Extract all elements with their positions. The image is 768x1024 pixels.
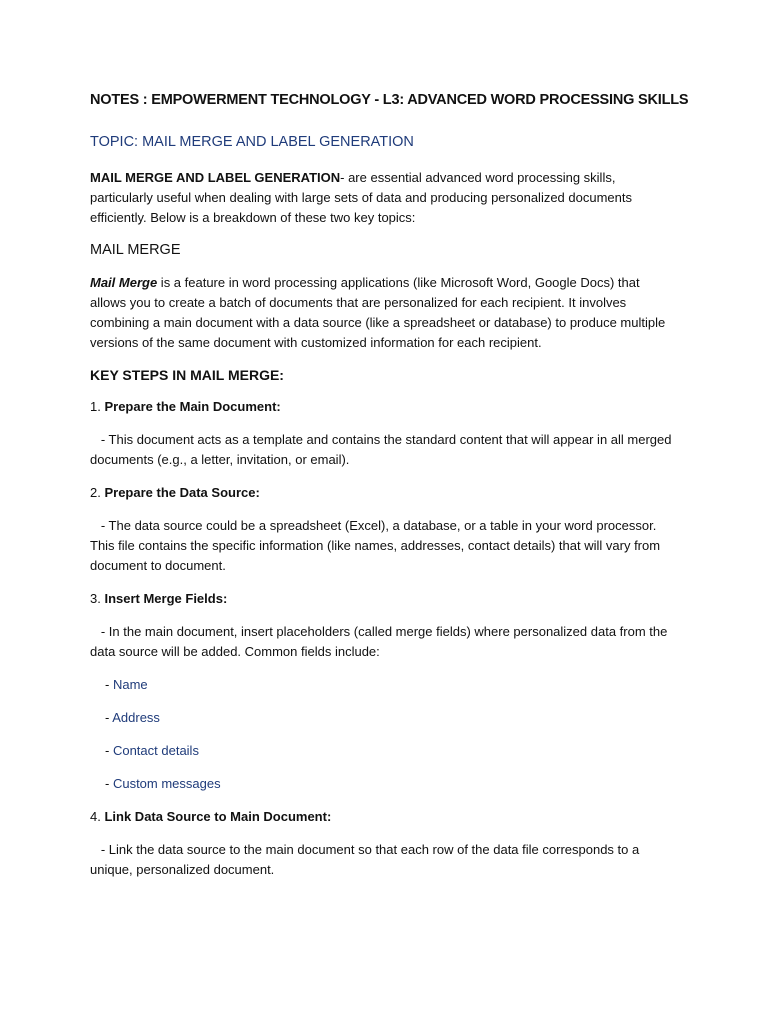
step-number: 2.: [90, 485, 105, 500]
step-title: Prepare the Data Source:: [104, 485, 260, 500]
topic-heading: TOPIC: MAIL MERGE AND LABEL GENERATION: [90, 134, 414, 150]
mail-merge-def-text: is a feature in word processing applications (like Microsoft Word, Google Docs) that allows you to create a batch of documents that are personalized for each recipient. It involves combining a main document with a data source (like a spreadsheet or database) to produce multiple versions of the same document with customized information for each recipient.: [90, 275, 666, 350]
step-2-description: - The data source could be a spreadsheet (Excel), a database, or a table in your word processor. This file contains the specific information (like names, addresses, contact details) that will vary from document to document.: [90, 518, 664, 573]
merge-field-item: [105, 774, 678, 794]
step-number: 1.: [90, 399, 105, 414]
merge-field-item: [105, 741, 678, 761]
list-dash: -: [105, 776, 113, 791]
step-3-description: - In the main document, insert placeholders (called merge fields) where personalized data from the data source will be added. Common fields include:: [90, 624, 671, 659]
step-2-label: [90, 483, 678, 503]
merge-field-contact-details: Contact details: [112, 743, 199, 758]
merge-field-name: Name: [112, 677, 148, 692]
step-title: Link Data Source to Main Document:: [104, 809, 332, 824]
mail-merge-definition: [90, 273, 678, 353]
step-title: Prepare the Main Document:: [104, 399, 281, 414]
step-3-label: [90, 589, 678, 609]
list-dash: -: [105, 710, 113, 725]
page-title: NOTES : EMPOWERMENT TECHNOLOGY - L3: ADVANCED WORD PROCESSING SKILLS: [90, 92, 689, 108]
step-number: 3.: [90, 591, 105, 606]
merge-field-custom-messages: Custom messages: [112, 776, 221, 791]
step-number: 4.: [90, 809, 105, 824]
step-4-description: - Link the data source to the main document so that each row of the data file corresponds to a unique, personalized document.: [90, 842, 643, 877]
mail-merge-heading: MAIL MERGE: [90, 242, 181, 258]
list-dash: -: [105, 677, 113, 692]
step-1-description: - This document acts as a template and contains the standard content that will appear in all merged documents (e.g., a letter, invitation, or email).: [90, 432, 676, 467]
step-4-label: [90, 807, 678, 827]
list-dash: -: [105, 743, 113, 758]
intro-paragraph: [90, 168, 678, 228]
mail-merge-term: Mail Merge: [90, 275, 158, 290]
merge-field-item: [105, 675, 678, 695]
intro-bold-term: MAIL MERGE AND LABEL GENERATION: [90, 170, 341, 185]
intro-text: - are essential advanced word processing skills, particularly useful when dealing with large sets of data and producing personalized documents efficiently. Below is a breakdown of these two key topics:: [90, 170, 632, 225]
merge-field-item: [105, 708, 678, 728]
step-1-label: [90, 397, 678, 417]
step-title: Insert Merge Fields:: [104, 591, 228, 606]
key-steps-heading: KEY STEPS IN MAIL MERGE:: [90, 367, 284, 383]
merge-field-address: Address: [112, 710, 160, 725]
